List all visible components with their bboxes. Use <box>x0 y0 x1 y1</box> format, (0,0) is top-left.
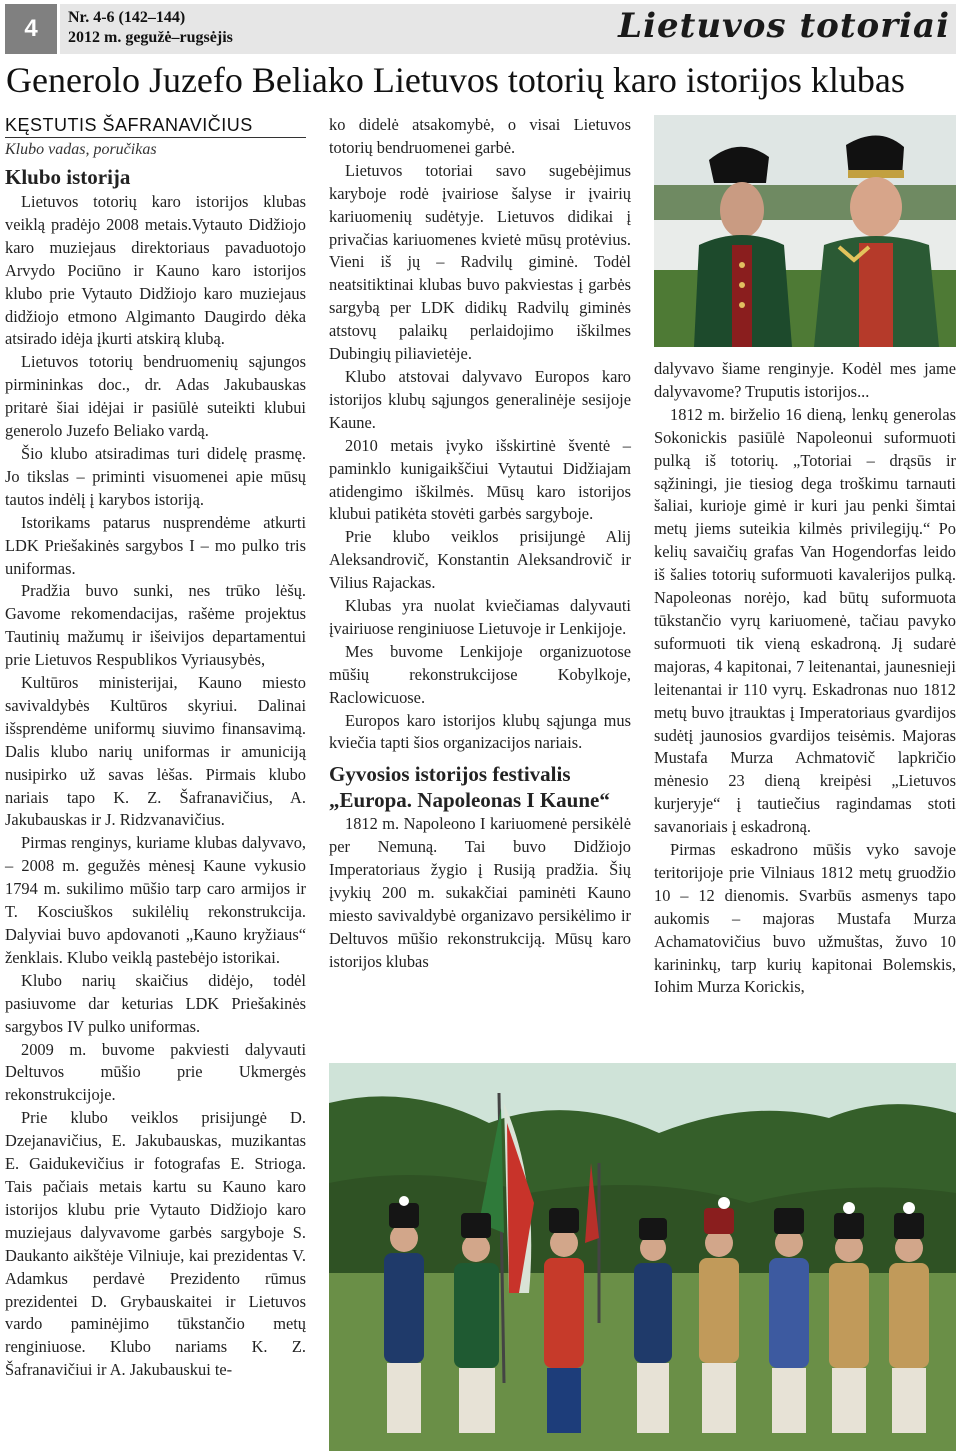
paragraph: 2010 metais įvyko išskirtinė šventė – paminklo kunigaikščiui Vytautui Didžiajam atidengimo iškilmės. Mūsų karo istorijos klubui patikėta stovėti garbės sargyboje. <box>329 435 631 524</box>
paragraph: Prie klubo veiklos prisijungė Alij Aleksandrovič, Konstantin Aleksandrovič ir Vilius Rajackas. <box>329 527 631 593</box>
photo-reenactors-group <box>329 1063 956 1451</box>
issue-date: 2012 m. gegužė–rugsėjis <box>68 29 233 46</box>
paragraph: Prie klubo veiklos prisijungė D. Dzejanavičius, E. Jakubauskas, muzikantas E. Gaidukevičius ir fotografas E. Strioga. Tais pačiais metais kartu su Kauno karo istorijos klubu prie Vytauto Didžiojo karo muziejaus dalyvavome garbės sargyboje S. Daukanto aikštėje Vilniuje, kai prezidentas V. Adamkus perdavė Prezidento rūmus prezidentei D. Grybauskaitei ir Lietuvos vardo paminėjimo tūkstančio metų renginiuose. Klubo nariams K. Z. Šafranavičiui ir A. Jakubauskui te- <box>5 1108 306 1380</box>
paragraph: dalyvavo šiame renginyje. Kodėl mes jame dalyvavome? Truputis istorijos... <box>654 359 956 401</box>
author-name: KĘSTUTIS ŠAFRANAVIČIUS <box>5 114 306 138</box>
article-column-3 <box>654 358 956 999</box>
paragraph: 1812 m. birželio 16 dieną, lenkų generolas Sokonickis pasiūlė Napoleonui suformuoti pulką iš totorių. „Totoriai – drąsūs ir sąžiningi, jie tiesiog dega troškimu tarnauti šaliai, kurioje gimė ir kuri jau penki šimtai metų jiems suteikia kilmės privilegijų.“ Po kelių savaičių grafas Van Hogendorfas leido iš šalies totorių suformuoti kavalerijos pulką. Napoleonas norėjo, kad būtų suformuota tūkstančio vyrų kariuomenė, tačiau pavyko suformuoti tik vieną eskadroną. Jį sudarė majoras, 4 kapitonai, 7 leitenantai, jaunesnieji leitenantai ir 110 vyrų. Eskadronas nuo 1812 metų buvo įtrauktas į Imperatoriaus gvardijos sudėtį jaunosios gvardijos teisėmis. Majoras Mustafa Murza Achmatovič lapkričio mėnesio 23 dieną kreipėsi „Lietuvos kurjeryje“ į tautiečius ragindamas stoti savanoriais į eskadroną. <box>654 404 956 837</box>
paragraph: Klubo narių skaičius didėjo, todėl pasiuvome dar keturias LDK Priešakinės sargybos IV pulko uniformas. <box>5 970 306 1036</box>
author-role: Klubo vadas, poručikas <box>5 141 157 158</box>
paragraph: Klubo atstovai dalyvavo Europos karo istorijos klubų sąjungos generalinėje sesijoje Kaune. <box>329 366 631 432</box>
section-heading: Klubo istorija <box>5 165 131 189</box>
paragraph: 1812 m. Napoleono I kariuomenė persikėlė per Nemuną. Tai buvo Didžiojo Imperatoriaus žygio į Rusiją pradžia. Šių įvykių 200 m. sukakčiai paminėti Kauno miesto savivaldybė organizavo persikėlimo ir Deltuvos mūšio rekonstrukciją. Mūsų karo istorijos klubas <box>329 814 631 971</box>
paragraph: Istorikams patarus nusprendėme atkurti LDK Priešakinės sargybos I – mo pulko tris uniformas. <box>5 512 306 578</box>
paragraph: Lietuvos totoriai savo sugebėjimus karyboje rodė įvairiose šalyse ir įvairių kariuomenių sudėtyje. Lietuvos didikai į privačias kariuomenes kvietė mūsų protėvius. Vieni iš jų – Radvilų giminė. Todėl neatsitiktinai klubas buvo pakviestas į garbės sargybą per LDK didikų Radvilų giminės atstovų palaikų perlaidojimo iškilmes Dubingių piliavietėje. <box>329 160 631 364</box>
article-title: Generolo Juzefo Beliako Lietuvos totorių karo istorijos klubas <box>6 60 905 100</box>
photo-reenactors-portrait <box>654 115 956 347</box>
issue-number: Nr. 4-6 (142–144) <box>68 9 186 26</box>
page-header <box>0 0 960 58</box>
article-column-1 <box>5 114 306 1382</box>
paragraph: Kultūros ministerijai, Kauno miesto savivaldybės Kultūros skyriui. Dalinai išsprendėme uniformų siuvimo finansavimą. Dalis klubo narių uniformas ir amuniciją nusipirko už savas lėšas. Pirmais klubo nariais tapo K. Z. Šafranavičius, A. Jakubauskas ir J. Ridzvanavičius. <box>5 673 306 830</box>
section-heading-line: Gyvosios istorijos festivalis <box>329 762 571 787</box>
paragraph: Pirmas eskadrono mūšis vyko savoje teritorijoje prie Vilniaus 1812 metų gruodžio 10 – 12 dienomis. Svarbūs asmenys tapo aukomis – majoras Mustafa Murza Achamatovičius buvo užmuštas, žuvo 10 karininkų, tarp kurių kapitonai Bolemskis, Iohim Murza Korickis, <box>654 840 956 997</box>
paragraph: Lietuvos totorių bendruomenių sąjungos pirmininkas doc., dr. Adas Jakubauskas pritarė šiai idėjai ir pasiūlė suteikti klubui generolo Juzefo Beliako vardą. <box>5 352 306 441</box>
section-heading-line: „Europa. Napoleonas I Kaune“ <box>329 788 610 813</box>
masthead-logo: Lietuvos totoriai <box>618 6 950 46</box>
section-heading-festival <box>329 761 631 813</box>
paragraph: Šio klubo atsiradimas turi didelę prasmę. Jo tikslas – priminti visuomenei apie mūsų tautos indėlį į karybos istoriją. <box>5 443 306 509</box>
paragraph: ko didelė atsakomybė, o visai Lietuvos totorių bendruomenei garbė. <box>329 115 631 157</box>
paragraph: Klubas yra nuolat kviečiamas dalyvauti įvairiuose renginiuose Lietuvoje ir Lenkijoje. <box>329 596 631 638</box>
article-column-2 <box>329 114 631 974</box>
paragraph: Pirmas renginys, kuriame klubas dalyvavo, – 2008 m. gegužės mėnesį Kaune vykusio 1794 m. sukilimo mūšio tarp caro armijos ir T. Kosciuškos sukilėlių rekonstrukcija. Dalyviai buvo apdovanoti „Kauno kryžiaus“ ženklais. Klubo veiklą pastebėjo istorikai. <box>5 833 306 967</box>
paragraph: 2009 m. buvome pakviesti dalyvauti Deltuvos mūšio prie Ukmergės rekonstrukcijoje. <box>5 1039 306 1105</box>
issue-info <box>68 8 233 48</box>
paragraph: Lietuvos totorių karo istorijos klubas veiklą pradėjo 2008 metais.Vytauto Didžiojo karo muziejaus direktoriaus pavaduotojo Arvydo Pociūno ir Kauno karo istorijos klubo prie Vytauto Didžiojo karo muziejaus didžiojo etmono Algimanto Daugirdo dėka atsirado idėja įkurti atskirą klubą. <box>5 192 306 349</box>
paragraph: Pradžia buvo sunki, nes trūko lėšų. Gavome rekomendacijas, rašėme projektus Tautinių mažumų ir išeivijos departamentui prie Lietuvos Respublikos Vyriausybės, <box>5 581 306 670</box>
paragraph: Mes buvome Lenkijoje organizuotose mūšių rekonstrukcijose Kobylkoje, Raclowicuose. <box>329 641 631 707</box>
paragraph: Europos karo istorijos klubų sąjunga mus kviečia tapti šios organizacijos nariais. <box>329 710 631 753</box>
page-number: 4 <box>5 4 57 54</box>
